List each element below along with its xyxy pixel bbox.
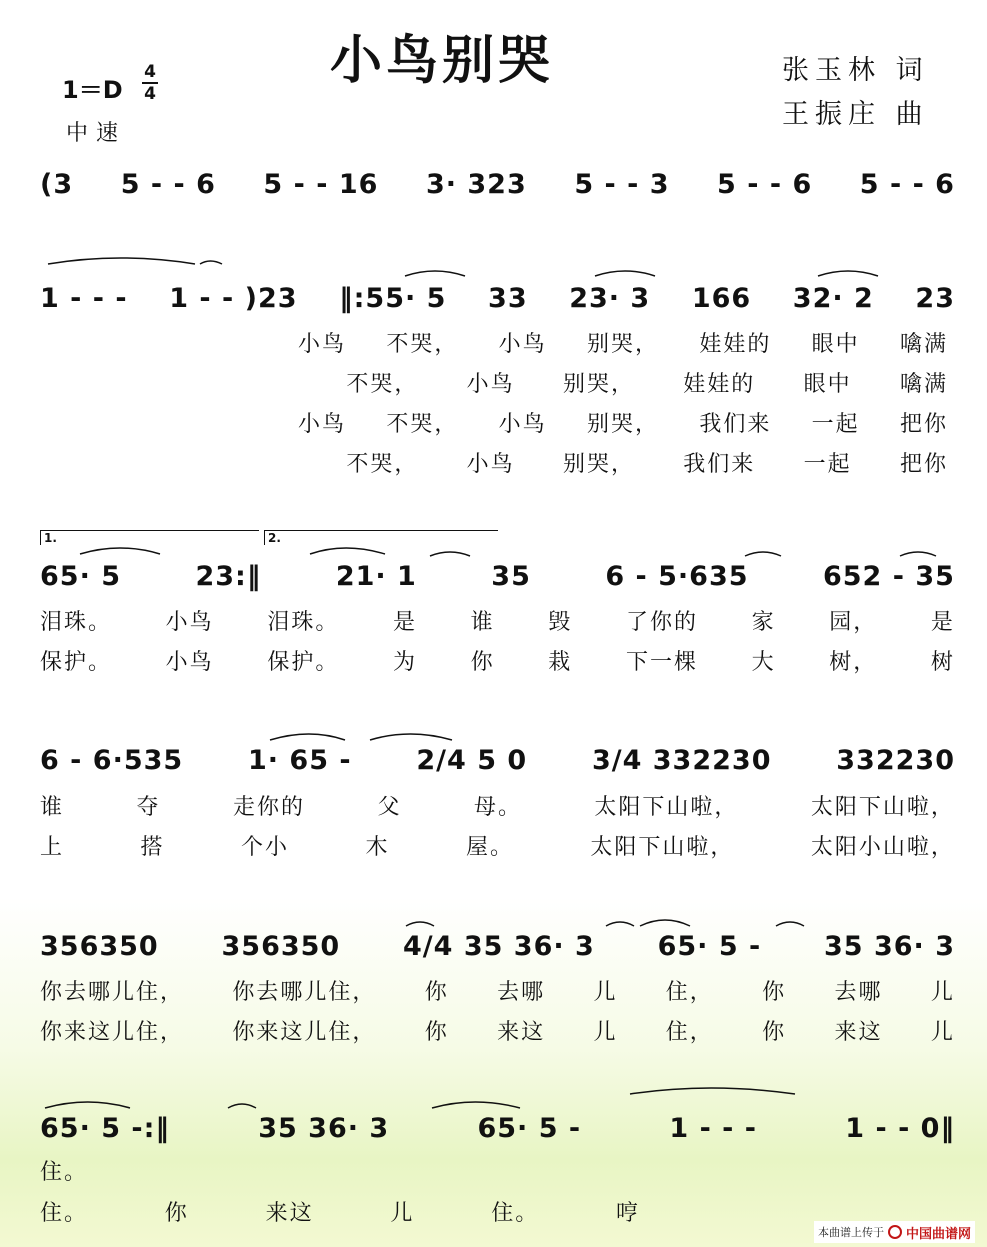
- lyric-verse-1: [40, 788, 955, 822]
- lyric-verse-4: [298, 445, 948, 479]
- lyric: 谁: [40, 794, 65, 820]
- lyric: 保护。: [267, 649, 340, 675]
- staff-row-6: [40, 1106, 955, 1150]
- lyric: 小鸟: [466, 451, 515, 477]
- staff-row-2: [40, 276, 955, 320]
- lyric: 你: [424, 1019, 449, 1045]
- lyric: 哼: [615, 1200, 640, 1226]
- lyric: 不哭，: [386, 411, 459, 437]
- measure: 1 - - )23: [169, 282, 298, 314]
- lyric: 小鸟: [165, 609, 214, 635]
- tie-arc: [630, 1088, 795, 1094]
- lyric: 儿: [930, 979, 955, 1005]
- measure: 6 - 6·535: [40, 744, 184, 776]
- lyric: 别哭，: [586, 411, 659, 437]
- lyric: 你来这儿住，: [40, 1019, 185, 1045]
- lyric: 把你: [899, 411, 948, 437]
- lyric: 家: [751, 609, 776, 635]
- lyric: 儿: [390, 1200, 415, 1226]
- lyric: 去哪: [497, 979, 546, 1005]
- measure: 65· 5 -:‖: [40, 1112, 170, 1144]
- lyric: 你去哪儿住，: [40, 979, 185, 1005]
- lyric: 小鸟: [165, 649, 214, 675]
- lyric: 你: [164, 1200, 189, 1226]
- measure: 2/4 5 0: [416, 744, 528, 776]
- lyric: 我们来: [683, 451, 756, 477]
- lyric: 木: [365, 834, 390, 860]
- lyric: 下一棵: [625, 649, 698, 675]
- lyric: 住。: [40, 1159, 89, 1185]
- lyric: 噙满: [899, 371, 948, 397]
- measure: 5 - - 6: [717, 168, 813, 200]
- lyric: 住。: [40, 1200, 89, 1226]
- footer-prefix: 本曲谱上传于: [817, 1226, 884, 1239]
- footer-site-name: 中国曲谱网: [905, 1226, 971, 1242]
- lyric: 父: [377, 794, 402, 820]
- measure: 65· 5 -: [657, 930, 762, 962]
- lyric: 你: [470, 649, 495, 675]
- lyric: 是: [392, 609, 417, 635]
- measure: 5 - - 6: [859, 168, 955, 200]
- lyric: 太阳下山啦，: [590, 834, 735, 860]
- lyric: 住。: [491, 1200, 540, 1226]
- lyric: 儿: [593, 1019, 618, 1045]
- lyric: 你: [762, 979, 787, 1005]
- measure: 35 36· 3: [823, 930, 955, 962]
- lyric-verse-2: [40, 1194, 640, 1228]
- lyricist-credit: 张玉林 词: [782, 55, 929, 86]
- measure: 33: [488, 282, 528, 314]
- measure: 23· 3: [569, 282, 651, 314]
- lyric: 是: [930, 609, 955, 635]
- lyric-verse-2: [40, 643, 955, 677]
- first-ending-label: 1.: [44, 531, 57, 545]
- time-signature: [141, 62, 159, 104]
- lyric: 你: [424, 979, 449, 1005]
- lyric: 栽: [548, 649, 573, 675]
- lyric: 屋。: [465, 834, 514, 860]
- first-ending-bracket: [40, 530, 259, 545]
- measure: 1 - - 0‖: [845, 1112, 955, 1144]
- lyric: 眼中: [803, 371, 852, 397]
- lyric: 太阳下山啦，: [594, 794, 739, 820]
- lyric: 娃娃的: [683, 371, 756, 397]
- lyric-verse-1: [40, 1153, 955, 1187]
- time-signature-top: 4: [144, 62, 156, 82]
- lyric: 去哪: [834, 979, 883, 1005]
- tempo-marking: 中速: [66, 121, 127, 146]
- lyric: 儿: [593, 979, 618, 1005]
- lyric: 小鸟: [498, 411, 547, 437]
- second-ending-bracket: [264, 530, 498, 545]
- staff-row-1: [40, 162, 955, 206]
- measure: 35: [491, 560, 531, 592]
- measure: (3: [40, 168, 74, 200]
- measure: 332230: [836, 744, 955, 776]
- measure: 5 - - 16: [263, 168, 379, 200]
- lyric: 噙满: [899, 331, 948, 357]
- lyric: 别哭，: [562, 451, 635, 477]
- lyric: 来这: [834, 1019, 883, 1045]
- lyric: 娃娃的: [699, 331, 772, 357]
- measure: 35 36· 3: [258, 1112, 390, 1144]
- lyric: 泪珠。: [40, 609, 113, 635]
- song-title: 小鸟别哭: [330, 30, 555, 91]
- lyric: 别哭，: [586, 331, 659, 357]
- tie-arc: [200, 261, 222, 264]
- lyric: 你: [762, 1019, 787, 1045]
- lyric: 毁: [548, 609, 573, 635]
- time-signature-bottom: 4: [144, 84, 156, 104]
- lyric: 个小: [240, 834, 289, 860]
- measure: 5 - - 3: [574, 168, 670, 200]
- lyric: 为: [392, 649, 417, 675]
- lyric: 不哭，: [346, 371, 419, 397]
- key-signature: 1＝D: [62, 76, 123, 104]
- measure: 1 - - -: [669, 1112, 757, 1144]
- lyric-verse-1: [298, 325, 948, 359]
- measure: 32· 2: [792, 282, 874, 314]
- lyric: 儿: [930, 1019, 955, 1045]
- measure: 3· 323: [425, 168, 527, 200]
- measure: 23: [915, 282, 955, 314]
- lyric: 走你的: [232, 794, 305, 820]
- lyric: 了你的: [625, 609, 698, 635]
- lyric-verse-2: [298, 365, 948, 399]
- lyric: 树，: [829, 649, 878, 675]
- measure: 166: [691, 282, 752, 314]
- lyric: 上: [40, 834, 65, 860]
- lyric: 住，: [665, 979, 714, 1005]
- measure: 356350: [221, 930, 341, 962]
- measure: 5 - - 6: [120, 168, 216, 200]
- lyric: 眼中: [811, 331, 860, 357]
- lyric-verse-2: [40, 828, 955, 862]
- measure: 652 - 35: [822, 560, 955, 592]
- lyric: 谁: [470, 609, 495, 635]
- lyric: 不哭，: [386, 331, 459, 357]
- staff-row-3: [40, 554, 955, 598]
- lyric: 树: [930, 649, 955, 675]
- staff-row-5: [40, 924, 955, 968]
- lyric: 夺: [136, 794, 161, 820]
- composer-credit: 王振庄 曲: [782, 99, 929, 130]
- lyric: 保护。: [40, 649, 113, 675]
- lyric: 泪珠。: [267, 609, 340, 635]
- measure: 65· 5: [40, 560, 122, 592]
- lyric: 太阳小山啦，: [810, 834, 955, 860]
- tie-arc: [48, 258, 195, 264]
- lyric: 来这: [265, 1200, 314, 1226]
- lyric: 小鸟: [498, 331, 547, 357]
- measure: 23:‖: [195, 560, 262, 592]
- measure: 356350: [40, 930, 159, 962]
- lyric: 不哭，: [346, 451, 419, 477]
- lyric: 小鸟: [298, 331, 347, 357]
- lyric: 母。: [473, 794, 522, 820]
- lyric-verse-3: [298, 405, 948, 439]
- measure: 1 - - -: [40, 282, 128, 314]
- second-ending-label: 2.: [268, 531, 281, 545]
- measure: ‖:55· 5: [339, 282, 447, 314]
- lyric: 我们来: [699, 411, 772, 437]
- lyric-verse-2: [40, 1013, 955, 1047]
- lyric-verse-1: [40, 603, 955, 637]
- lyric: 园，: [829, 609, 878, 635]
- lyric: 别哭，: [562, 371, 635, 397]
- measure: 65· 5 -: [477, 1112, 582, 1144]
- measure: 4/4 35 36· 3: [403, 930, 595, 962]
- site-logo-icon: [888, 1225, 902, 1239]
- lyric: 搭: [140, 834, 165, 860]
- lyric-verse-1: [40, 973, 955, 1007]
- lyric: 你来这儿住，: [232, 1019, 377, 1045]
- lyric: 太阳下山啦，: [810, 794, 955, 820]
- lyric: 来这: [497, 1019, 546, 1045]
- lyric: 住，: [665, 1019, 714, 1045]
- watermark-footer: [814, 1221, 975, 1243]
- measure: 1· 65 -: [247, 744, 352, 776]
- lyric: 你去哪儿住，: [232, 979, 377, 1005]
- lyric: 小鸟: [298, 411, 347, 437]
- lyric: 小鸟: [466, 371, 515, 397]
- measure: 6 - 5·635: [605, 560, 749, 592]
- lyric: 一起: [811, 411, 860, 437]
- measure: 21· 1: [335, 560, 417, 592]
- measure: 3/4 332230: [591, 744, 772, 776]
- staff-row-4: [40, 738, 955, 782]
- lyric: 大: [751, 649, 776, 675]
- lyric: 把你: [899, 451, 948, 477]
- lyric: 一起: [803, 451, 852, 477]
